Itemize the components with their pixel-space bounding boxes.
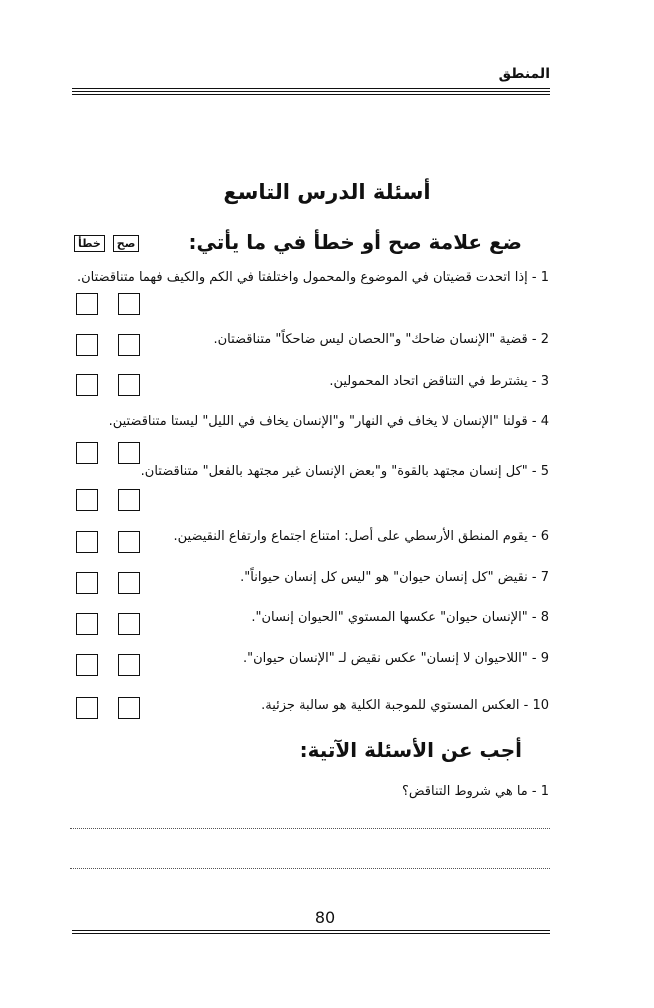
answer-heading: أجب عن الأسئلة الآتية:: [299, 738, 522, 762]
page-number: 80: [314, 908, 336, 927]
false-checkbox[interactable]: [76, 613, 98, 635]
false-checkbox[interactable]: [76, 442, 98, 464]
answer-legend: [74, 232, 147, 252]
false-checkbox[interactable]: [76, 489, 98, 511]
header-rule: [72, 94, 550, 95]
false-checkbox[interactable]: [76, 572, 98, 594]
header-rule: [72, 88, 550, 89]
answer-line[interactable]: [70, 828, 550, 829]
lesson-title: أسئلة الدرس التاسع: [223, 180, 431, 204]
true-checkbox[interactable]: [118, 293, 140, 315]
legend-true: صح: [113, 235, 140, 252]
false-checkbox[interactable]: [76, 531, 98, 553]
true-checkbox[interactable]: [118, 572, 140, 594]
false-checkbox[interactable]: [76, 374, 98, 396]
running-header: المنطق: [498, 66, 550, 82]
tf-question-7: 7 - نقيض "كل إنسان حيوان" هو "ليس كل إنسان حيواناً".: [240, 570, 549, 585]
tf-question-4: 4 - قولنا "الإنسان لا يخاف في النهار" و"الإنسان يخاف في الليل" ليستا متناقضتين.: [108, 414, 549, 429]
header-rule: [72, 91, 550, 92]
tf-question-3: 3 - يشترط في التناقض اتحاد المحمولين.: [329, 374, 549, 389]
true-checkbox[interactable]: [118, 613, 140, 635]
false-checkbox[interactable]: [76, 293, 98, 315]
true-checkbox[interactable]: [118, 442, 140, 464]
footer-rule: [72, 930, 550, 931]
legend-false: خطأ: [74, 235, 105, 252]
true-checkbox[interactable]: [118, 374, 140, 396]
tf-question-2: 2 - قضية "الإنسان ضاحك" و"الحصان ليس ضاحكاً" متناقضتان.: [213, 332, 549, 347]
footer-rule: [72, 933, 550, 934]
answer-line[interactable]: [70, 868, 550, 869]
tf-question-5: 5 - "كل إنسان مجتهد بالقوة" و"بعض الإنسان غير مجتهد بالفعل" متناقضتان.: [140, 464, 549, 479]
true-checkbox[interactable]: [118, 531, 140, 553]
false-checkbox[interactable]: [76, 334, 98, 356]
true-false-heading: ضع علامة صح أو خطأ في ما يأتي:: [188, 230, 522, 254]
tf-question-6: 6 - يقوم المنطق الأرسطي على أصل: امتناع اجتماع وارتفاع النقيضين.: [173, 529, 549, 544]
open-question-1: 1 - ما هي شروط التناقض؟: [401, 784, 549, 799]
true-checkbox[interactable]: [118, 654, 140, 676]
tf-question-10: 10 - العكس المستوي للموجبة الكلية هو سالبة جزئية.: [261, 698, 549, 713]
tf-question-1: 1 - إذا اتحدت قضيتان في الموضوع والمحمول واختلفتا في الكم والكيف فهما متناقضتان.: [76, 270, 549, 285]
false-checkbox[interactable]: [76, 654, 98, 676]
true-checkbox[interactable]: [118, 697, 140, 719]
true-checkbox[interactable]: [118, 489, 140, 511]
true-checkbox[interactable]: [118, 334, 140, 356]
false-checkbox[interactable]: [76, 697, 98, 719]
tf-question-8: 8 - "الإنسان حيوان" عكسها المستوي "الحيوان إنسان".: [251, 610, 549, 625]
tf-question-9: 9 - "اللاحيوان لا إنسان" عكس نقيض لـ "الإنسان حيوان".: [242, 651, 549, 666]
